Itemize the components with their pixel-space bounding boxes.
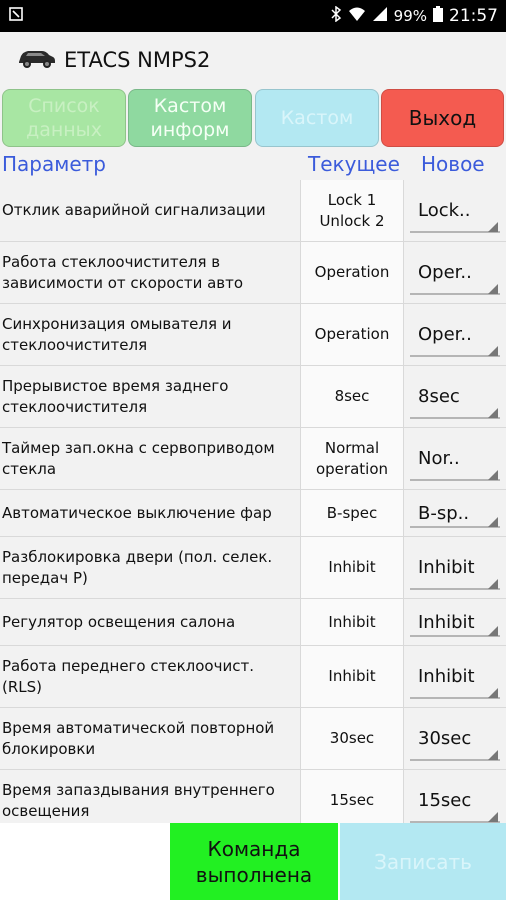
current-value: Inhibit xyxy=(300,599,404,645)
new-value-dropdown[interactable] xyxy=(404,242,506,303)
bluetooth-icon xyxy=(330,6,342,26)
table-row xyxy=(0,242,506,304)
dropdown-value: Lock.. xyxy=(418,200,471,221)
new-value-dropdown[interactable] xyxy=(404,366,506,427)
current-value: Operation xyxy=(300,242,404,303)
param-name: Таймер зап.окна с сервоприводом стекла xyxy=(2,438,275,478)
table-row xyxy=(0,180,506,242)
param-name: Работа стеклоочистителя в зависимости от скорости авто xyxy=(2,252,244,292)
status-bar xyxy=(0,0,506,32)
param-name: Работа переднего стеклоочист. (RLS) xyxy=(2,656,254,696)
table-row xyxy=(0,708,506,770)
dropdown-underline xyxy=(410,635,500,637)
tab-data-list[interactable]: Список данных xyxy=(2,89,126,147)
param-name: Разблокировка двери (пол. селек. передач P) xyxy=(2,547,273,587)
param-name: Автоматическое выключение фар xyxy=(2,503,272,522)
dropdown-underline xyxy=(410,355,500,357)
clock: 21:57 xyxy=(449,6,498,26)
param-name: Отклик аварийной сигнализации xyxy=(2,201,266,219)
current-value: 30sec xyxy=(300,708,404,769)
table-row xyxy=(0,366,506,428)
signal-icon xyxy=(372,6,388,26)
current-value: 15sec xyxy=(300,770,404,831)
table-row xyxy=(0,304,506,366)
current-value: Normal operation xyxy=(300,428,404,489)
dropdown-value: Inhibit xyxy=(418,611,475,633)
column-header-current: Текущее xyxy=(308,152,400,176)
current-value: B-spec xyxy=(300,490,404,536)
table-row xyxy=(0,599,506,646)
current-value: 8sec xyxy=(300,366,404,427)
tab-bar xyxy=(0,89,506,147)
tab-custom[interactable]: Кастом xyxy=(255,89,379,147)
dropdown-arrow-icon xyxy=(488,517,498,527)
app-title: ETACS NMPS2 xyxy=(64,48,211,72)
new-value-dropdown[interactable] xyxy=(404,537,506,598)
table-row xyxy=(0,490,506,537)
dropdown-arrow-icon xyxy=(488,812,498,822)
dropdown-underline xyxy=(410,526,500,528)
dropdown-arrow-icon xyxy=(488,579,498,589)
new-value-dropdown[interactable] xyxy=(404,646,506,707)
bottom-bar xyxy=(0,823,506,900)
exit-button[interactable]: Выход xyxy=(381,89,504,147)
new-value-dropdown[interactable] xyxy=(404,180,506,241)
dropdown-value: Oper.. xyxy=(418,324,472,345)
dropdown-underline xyxy=(410,759,500,761)
new-value-dropdown[interactable] xyxy=(404,708,506,769)
current-value: Inhibit xyxy=(300,537,404,598)
tab-custom-info[interactable]: Кастом информ xyxy=(128,89,252,147)
car-icon xyxy=(16,47,56,73)
dropdown-value: B-sp.. xyxy=(418,502,470,524)
table-row xyxy=(0,428,506,490)
dropdown-value: Inhibit xyxy=(418,557,475,578)
table-row xyxy=(0,646,506,708)
app-bar xyxy=(0,32,506,88)
battery-percent: 99% xyxy=(393,7,427,25)
table-header xyxy=(0,150,506,180)
new-value-dropdown[interactable] xyxy=(404,304,506,365)
dropdown-arrow-icon xyxy=(488,626,498,636)
dropdown-underline xyxy=(410,417,500,419)
dropdown-value: 8sec xyxy=(418,386,460,407)
current-value: Lock 1 Unlock 2 xyxy=(300,180,404,241)
param-name: Время запаздывания внутреннего освещения xyxy=(2,780,275,820)
dropdown-arrow-icon xyxy=(488,750,498,760)
param-name: Время автоматической повторной блокировки xyxy=(2,718,275,758)
new-value-dropdown[interactable] xyxy=(404,599,506,645)
new-value-dropdown[interactable] xyxy=(404,428,506,489)
param-name: Синхронизация омывателя и стеклоочистителя xyxy=(2,314,232,354)
dropdown-value: Inhibit xyxy=(418,666,475,687)
dropdown-arrow-icon xyxy=(488,284,498,294)
new-value-dropdown[interactable] xyxy=(404,490,506,536)
dropdown-underline xyxy=(410,588,500,590)
battery-icon xyxy=(433,6,443,26)
dropdown-underline xyxy=(410,479,500,481)
dropdown-value: 30sec xyxy=(418,728,472,749)
dropdown-arrow-icon xyxy=(488,470,498,480)
param-name: Регулятор освещения салона xyxy=(2,612,236,631)
column-header-new: Новое xyxy=(421,152,485,176)
dropdown-value: 15sec xyxy=(418,790,472,811)
notification-icon xyxy=(8,6,24,26)
dropdown-value: Nor.. xyxy=(418,448,460,469)
column-header-param: Параметр xyxy=(2,152,106,176)
dropdown-value: Oper.. xyxy=(418,262,472,283)
dropdown-arrow-icon xyxy=(488,222,498,232)
command-done-button[interactable]: Команда выполнена xyxy=(170,823,338,900)
dropdown-arrow-icon xyxy=(488,688,498,698)
table-row xyxy=(0,537,506,599)
new-value-dropdown[interactable] xyxy=(404,770,506,831)
save-button[interactable]: Записать xyxy=(340,823,506,900)
dropdown-underline xyxy=(410,231,500,233)
wifi-icon xyxy=(348,6,366,26)
dropdown-arrow-icon xyxy=(488,408,498,418)
param-name: Прерывистое время заднего стеклоочистителя xyxy=(2,376,229,416)
current-value: Operation xyxy=(300,304,404,365)
dropdown-underline xyxy=(410,697,500,699)
dropdown-arrow-icon xyxy=(488,346,498,356)
current-value: Inhibit xyxy=(300,646,404,707)
parameters-table xyxy=(0,180,506,832)
dropdown-underline xyxy=(410,293,500,295)
